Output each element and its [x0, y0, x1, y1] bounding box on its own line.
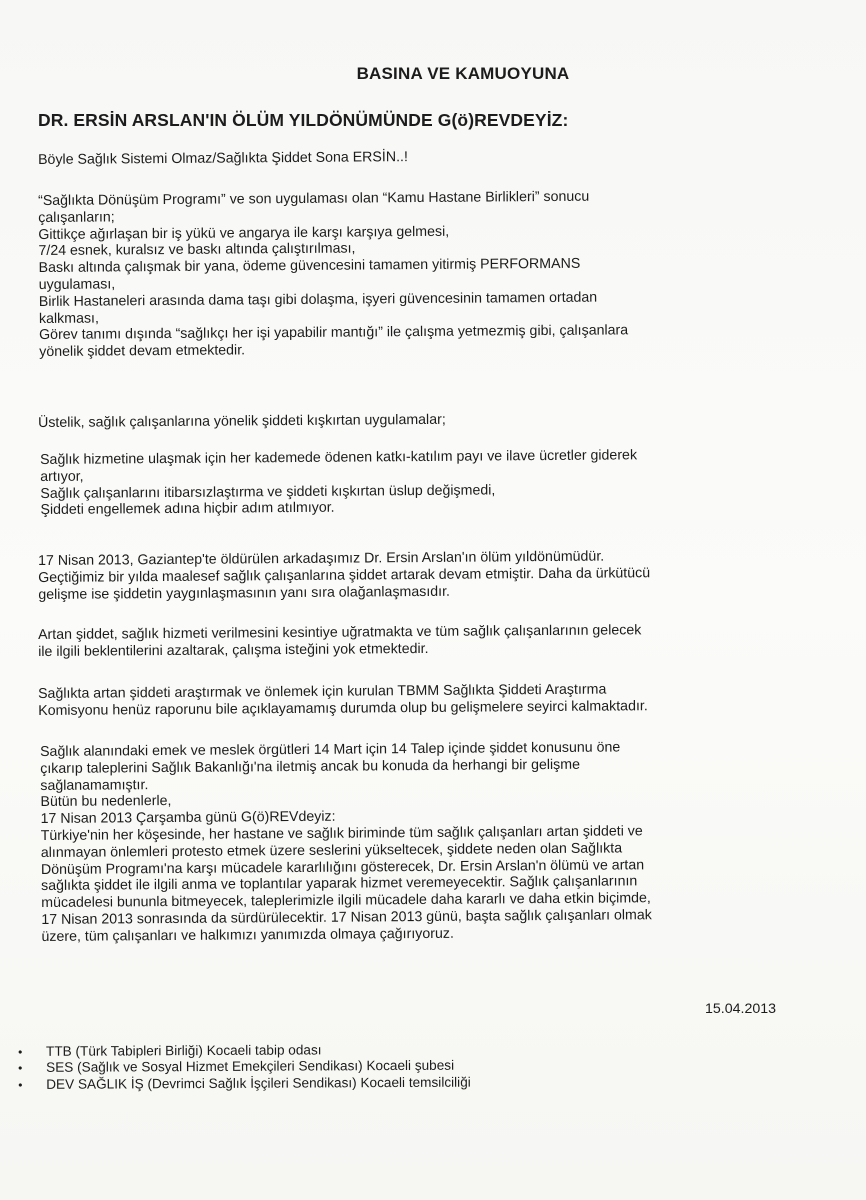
text-line: “Sağlıkta Dönüşüm Programı” ve son uygulaması olan “Kamu Hastane Birlikleri” sonucu: [38, 188, 590, 209]
text-line: Görev tanımı dışında “sağlıkçı her işi yapabilir mantığı” ile çalışma yetmezmiş gibi, çalışanlara: [39, 322, 629, 344]
text-line: uygulaması,: [38, 276, 116, 293]
text-line: Şiddeti engellemek adına hiçbir adım atılmıyor.: [40, 500, 335, 519]
paragraph-commission: [38, 680, 818, 720]
text-line: Sağlık alanındaki emek ve meslek örgütleri 14 Mart için 14 Talep içinde şiddet konusunu öne: [40, 739, 621, 760]
text-line: yönelik şiddet devam etmektedir.: [39, 342, 246, 361]
paragraph-rising-violence: [38, 621, 818, 661]
text-line: kalkması,: [38, 310, 99, 327]
list-item: [18, 1073, 818, 1094]
text-line: mücadelesi bununla bitmeyecek, taleplerimizle ilgili mücadele daha kararlı ve daha etkin biçimde,: [41, 890, 651, 912]
text-line: gelişme ise şiddetin yaygınlaşmasının yanı sıra olağanlaşmasıdır.: [38, 583, 451, 603]
text-line: 7/24 esnek, kuralsız ve baskı altında çalıştırılması,: [38, 240, 356, 260]
slogan-line: [38, 146, 818, 169]
text-line: Dönüşüm Programı'na karşı mücadele kararlılığını gösterecek, Dr. Ersin Arslan'n ölümü ve artan: [40, 856, 645, 878]
text-line: 17 Nisan 2013 Çarşamba günü G(ö)REVdeyiz:: [40, 808, 336, 828]
text-line: Sağlık çalışanlarını itibarsızlaştırma ve şiddeti kışkırtan üslup değişmedi,: [40, 482, 496, 502]
paragraph-anniversary: [38, 547, 818, 604]
organization-name: TTB (Türk Tabipleri Birliği) Kocaeli tabip odası: [45, 1042, 322, 1059]
text-line: Birlik Hastaneleri arasında dama taşı gibi dolaşma, işyeri güvencesinin tamamen ortadan: [38, 289, 598, 310]
text-line: çalışanların;: [38, 209, 115, 226]
text-line: üzere, tüm çalışanları ve halkımızı yanımızda olmaya çağırıyoruz.: [41, 925, 454, 945]
paragraph-program-effects: [38, 187, 819, 361]
text-line: çıkarıp taleplerini Sağlık Bakanlığı'na iletmiş ancak bu konuda da herhangi bir gelişme: [40, 756, 581, 777]
bullet-icon: •: [18, 1077, 23, 1092]
text-line: Geçtiğimiz bir yılda maalesef sağlık çalışanlarına şiddet artarak devam etmiştir. Daha da ürkütücü: [38, 564, 651, 586]
organization-name: SES (Sağlık ve Sosyal Hizmet Emekçileri Sendikası) Kocaeli şubesi: [46, 1058, 455, 1076]
text-line: Üstelik, sağlık çalışanlarına yönelik şiddeti kışkırtan uygulamalar;: [38, 411, 446, 431]
bullet-icon: •: [18, 1061, 23, 1076]
text-line: alınmayan önlemleri protesto etmek üzere seslerini yükseltecek, şiddete neden olan Sağlıkta: [40, 840, 623, 861]
text-line: 17 Nisan 2013 sonrasında da sürdürülecektir. 17 Nisan 2013 günü, başta sağlık çalışanları olmak: [41, 907, 652, 928]
document-date: 15.04.2013: [705, 1001, 777, 1017]
text-line: Gittikçe ağırlaşan bir iş yükü ve angarya ile karşı karşıya gelmesi,: [38, 223, 450, 243]
text-line: Bütün bu nedenlerle,: [40, 793, 172, 811]
document-subtitle: DR. ERSİN ARSLAN'IN ÖLÜM YILDÖNÜMÜNDE G(ö)REVDEYİZ:: [38, 110, 569, 130]
paragraph-strike-call: [40, 738, 822, 946]
text-line: artıyor,: [40, 468, 84, 485]
text-line: Sağlık hizmetine ulaşmak için her kademede ödenen katkı-katılım payı ve ilave ücretler giderek: [40, 447, 638, 468]
text-line: sağlıkta şiddet ile ilgili anma ve toplantılar yaparak hizmet veremeyecektir. Sağlık çalışanlarının: [41, 873, 638, 895]
bullet-icon: •: [18, 1044, 23, 1059]
organizations-list: [18, 1040, 818, 1093]
text-line: ile ilgili beklentilerini azaltarak, çalışma isteğini yok etmektedir.: [38, 640, 429, 660]
text-line: Türkiye'nin her köşesinde, her hastane ve sağlık biriminde tüm sağlık çalışanları artan şiddeti ve: [40, 823, 643, 844]
text-line: Artan şiddet, sağlık hizmeti verilmesini kesintiye uğratmakta ve tüm sağlık çalışanlarının gelecek: [38, 622, 642, 643]
slogan-text: Böyle Sağlık Sistemi Olmaz/Sağlıkta Şiddet Sona ERSİN..!: [38, 149, 408, 168]
text-line: sağlanamamıştır.: [40, 776, 149, 794]
organization-name: DEV SAĞLIK İŞ (Devrimci Sağlık İşçileri Sendikası) Kocaeli temsilciliği: [46, 1074, 471, 1092]
document-title: BASINA VE KAMUOYUNA: [356, 64, 570, 83]
text-line: Baskı altında çalışmak bir yana, ödeme güvencesini tamamen yitirmiş PERFORMANS: [38, 255, 581, 277]
text-line: Sağlıkta artan şiddeti araştırmak ve önlemek için kurulan TBMM Sağlıkta Şiddeti Araştırma: [38, 681, 607, 702]
paragraph-violence-intro: [38, 409, 818, 432]
text-line: Komisyonu henüz raporunu bile açıklayamamış durumda olup bu gelişmelere seyirci kalmaktadır.: [38, 698, 648, 719]
paragraph-violence-practices: [40, 446, 821, 519]
text-line: 17 Nisan 2013, Gaziantep'te öldürülen arkadaşımız Dr. Ersin Arslan'ın ölüm yıldönümüdür.: [38, 548, 605, 569]
